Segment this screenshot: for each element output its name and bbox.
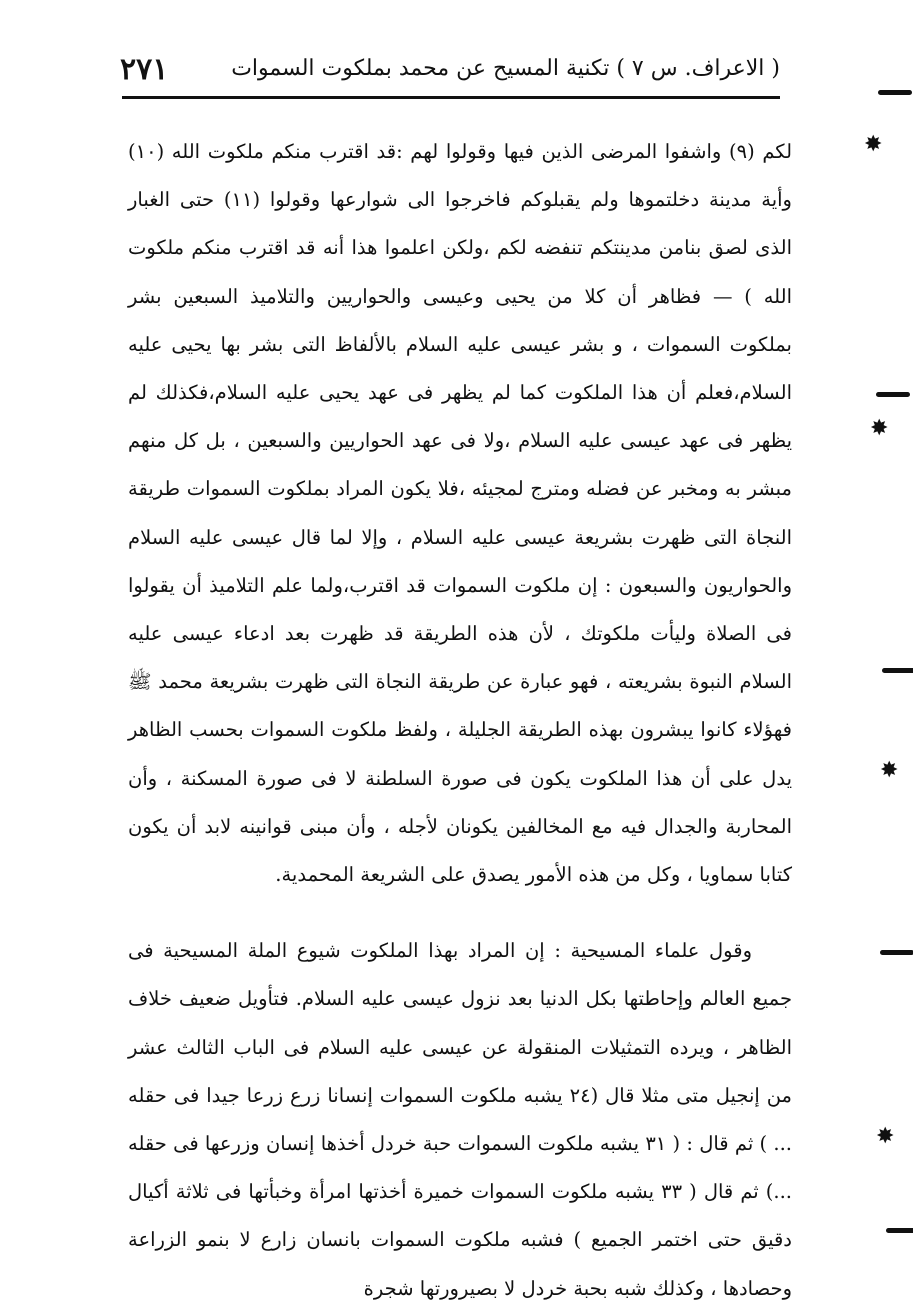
body-text: [128, 128, 792, 1308]
paragraph: وقول علماء المسيحية : إن المراد بهذا الملكوت شيوع الملة المسيحية فى جميع العالم وإحاطتها بكل الدنيا بعد نزول عيسى عليه السلام. فتأويل ضعيف خلاف الظاهر ، ويرده التمثيلات المنقولة عن عيسى عليه السلام فى الباب الثالث عشر من إنجيل متى مثلا قال (٢٤ يشبه ملكوت السموات إنسانا زرع زرعا جيدا فى حقله ... ) ثم قال : ( ٣١ يشبه ملكوت السموات حبة خردل أخذها إنسان وزرعها فى حقله ...) ثم قال ( ٣٣ يشبه ملكوت السموات خميرة أخذتها امرأة وخبأتها فى ثلاثة أكيال دقيق حتى اختمر الجميع ) فشبه ملكوت السموات بانسان زارع لا بنمو الزراعة وحصادها ، وكذلك شبه بحبة خردل لا بصيرورتها شجرة: [128, 939, 792, 1300]
book-page: ( الاعراف. س ٧ ) تكنية المسيح عن محمد بملكوت السموات ٢٧١ لكم (٩) واشفوا المرضى الذين فيها وقولوا لهم :قد اقترب منكم ملكوت الله (١٠) وأية مدينة دخلتموها ولم يقبلوكم فاخرجوا الى شوارعها وقولوا (١١) حتى الغبار الذى لصق بنامن مدينتكم تنفضه لكم ،ولكن اعلموا هذا أنه قد اقترب منكم ملكوت الله ) — فظاهر أن كلا من يحيى وعيسى والحواريين والتلاميذ السبعين بشر بملكوت السموات ، و بشر عيسى عليه السلام بالألفاظ التى بشر بها يحيى عليه السلام،فعلم أن هذا الملكوت كما لم يظهر فى عهد يحيى عليه السلام،فكذلك لم يظهر فى عهد عيسى عليه السلام ،ولا فى عهد الحواريين والسبعين ، بل كل منهم مبشر به ومخبر عن فضله ومترج لمجيئه ،فلا يكون المراد بملكوت السموات طريقة النجاة التى ظهرت بشريعة عيسى عليه السلام ، وإلا لما قال عيسى عليه السلام والحواريون والسبعون : إن ملكوت السموات قد اقترب،ولما علم التلاميذ أن يقولوا فى الصلاة وليأت ملكوتك ، لأن هذه الطريقة قد ظهرت بعد ادعاء عيسى عليه السلام النبوة بشريعته ، فهو عبارة عن طريقة النجاة التى ظهرت بشريعة محمد ﷺ فهؤلاء كانوا يبشرون بهذه الطريقة الجليلة ، ولفظ ملكوت السموات بحسب الظاهر يدل على أن هذا الملكوت يكون فى صورة السلطنة لا فى صورة المسكنة ، وأن المحاربة والجدال فيه مع المخالفين يكونان لأجله ، وأن مبنى قوانينه لابد أن يكون كتابا سماويا ، وكل من هذه الأمور يصدق على الشريعة المحمدية. وقول علماء المسيحية : إن المراد بهذا الملكوت شيوع الملة المسيحية فى جميع العالم وإحاطتها بكل الدنيا بعد نزول عيسى عليه السلام. فتأويل ضعيف خلاف الظاهر ، ويرده التمثيلات المنقولة عن عيسى عليه السلام فى الباب الثالث عشر من إنجيل متى مثلا قال (٢٤ يشبه ملكوت السموات إنسانا زرع زرعا جيدا فى حقله ... ) ثم قال : ( ٣١ يشبه ملكوت السموات حبة خردل أخذها إنسان وزرعها فى حقله ...) ثم قال ( ٣٣ يشبه ملكوت السموات خميرة أخذتها امرأة وخبأتها فى ثلاثة أكيال دقيق حتى اختمر الجميع ) فشبه ملكوت السموات بانسان زارع لا بنمو الزراعة وحصادها ، وكذلك شبه بحبة خردل لا بصيرورتها شجرة ✸ ✸ ✸ ✸: [0, 0, 913, 1308]
margin-mark: [878, 90, 912, 95]
page-number: ٢٧١: [120, 52, 169, 87]
paragraph: لكم (٩) واشفوا المرضى الذين فيها وقولوا لهم :قد اقترب منكم ملكوت الله (١٠) وأية مدينة دخلتموها ولم يقبلوكم فاخرجوا الى شوارعها وقولوا (١١) حتى الغبار الذى لصق بنامن مدينتكم تنفضه لكم ،ولكن اعلموا هذا أنه قد اقترب منكم ملكوت الله ) — فظاهر أن كلا من يحيى وعيسى والحواريين والتلاميذ السبعين بشر بملكوت السموات ، و بشر عيسى عليه السلام بالألفاظ التى بشر بها يحيى عليه السلام،فعلم أن هذا الملكوت كما لم يظهر فى عهد يحيى عليه السلام،فكذلك لم يظهر فى عهد عيسى عليه السلام ،ولا فى عهد الحواريين والسبعين ، بل كل منهم مبشر به ومخبر عن فضله ومترج لمجيئه ،فلا يكون المراد بملكوت السموات طريقة النجاة التى ظهرت بشريعة عيسى عليه السلام ، وإلا لما قال عيسى عليه السلام والحواريون والسبعون : إن ملكوت السموات قد اقترب،ولما علم التلاميذ أن يقولوا فى الصلاة وليأت ملكوتك ، لأن هذه الطريقة قد ظهرت بعد ادعاء عيسى عليه السلام النبوة بشريعته ، فهو عبارة عن طريقة النجاة التى ظهرت بشريعة محمد ﷺ فهؤلاء كانوا يبشرون بهذه الطريقة الجليلة ، ولفظ ملكوت السموات بحسب الظاهر يدل على أن هذا الملكوت يكون فى صورة السلطنة لا فى صورة المسكنة ، وأن المحاربة والجدال فيه مع المخالفين يكونان لأجله ، وأن مبنى قوانينه لابد أن يكون كتابا سماويا ، وكل من هذه الأمور يصدق على الشريعة المحمدية.: [128, 140, 793, 887]
margin-mark: [886, 1228, 913, 1233]
running-title: ( الاعراف. س ٧ ) تكنية المسيح عن محمد بملكوت السموات: [231, 56, 780, 81]
page-header: [120, 52, 780, 92]
margin-mark: [880, 950, 913, 955]
margin-mark: [876, 392, 910, 397]
header-rule: [122, 96, 780, 99]
margin-mark: [882, 668, 913, 673]
